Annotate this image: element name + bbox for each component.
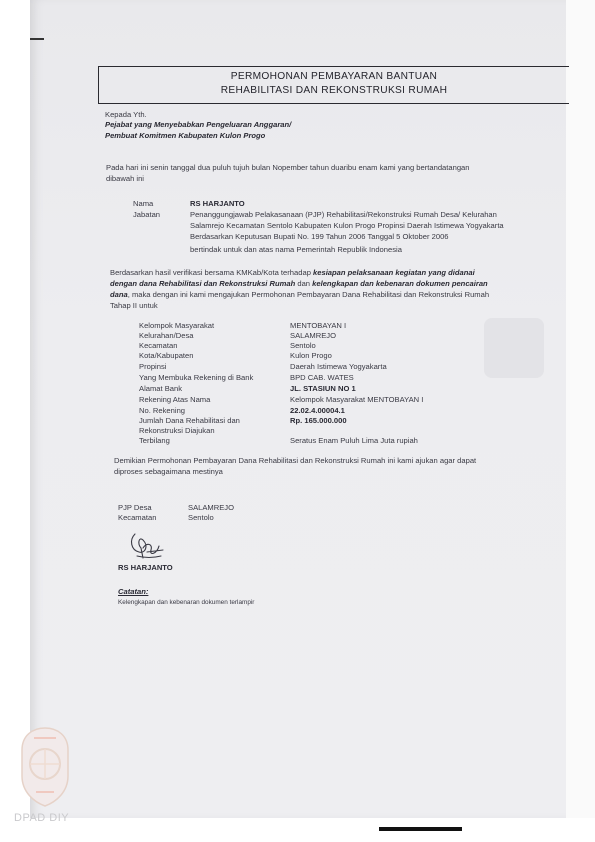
corner-mark — [30, 38, 44, 40]
amount-label-2: Rekonstruksi Diajukan — [139, 426, 215, 435]
document-title-box — [98, 66, 569, 104]
watermark-text: DPAD DIY — [14, 812, 70, 824]
signer-name-value: RS HARJANTO — [190, 199, 245, 208]
detail-value: BPD CAB. WATES — [290, 373, 354, 382]
detail-label: Yang Membuka Rekening di Bank — [139, 373, 254, 382]
basis-l1-a: Berdasarkan hasil verifikasi bersama KMKab/Kota terhadap — [110, 268, 314, 277]
detail-value: Sentolo — [290, 341, 316, 350]
detail-label: Kecamatan — [139, 341, 178, 350]
faint-stamp-shadow — [484, 318, 544, 378]
detail-value: 22.02.4.00004.1 — [290, 406, 345, 415]
detail-label: Kelompok Masyarakat — [139, 321, 215, 330]
intro-line-2: dibawah ini — [106, 174, 144, 183]
detail-label: No. Rekening — [139, 406, 186, 415]
basis-line-4: Tahap II untuk — [110, 301, 158, 310]
address-line-2: Pembuat Komitmen Kabupaten Kulon Progo — [105, 131, 266, 140]
address-kepada: Kepada Yth. — [105, 110, 147, 119]
basis-l2-b: dan — [295, 279, 313, 288]
sign-name: RS HARJANTO — [118, 563, 173, 572]
basis-l2-a: dengan dana Rehabilitasi dan Rekonstruksi Rumah — [110, 279, 296, 288]
signer-jabatan-line-3: Berdasarkan Keputusan Bupati No. 199 Tahun 2006 Tanggal 5 Oktober 2006 — [190, 232, 449, 241]
detail-label: Kelurahan/Desa — [139, 331, 194, 340]
basis-l3-a: dana — [110, 290, 128, 299]
sign-kec-label: Kecamatan — [118, 513, 157, 522]
basis-l2-c: kelengkapan dan kebenaran dokumen pencairan — [312, 279, 488, 288]
handwritten-signature — [127, 528, 167, 564]
basis-line-1 — [110, 268, 475, 278]
basis-line-2 — [110, 279, 488, 289]
closing-line-2: diproses sebagaimana mestinya — [114, 467, 223, 476]
detail-label: Alamat Bank — [139, 384, 183, 393]
title-line-1: PERMOHONAN PEMBAYARAN BANTUAN — [230, 71, 438, 82]
amount-label-1: Jumlah Dana Rehabilitasi dan — [139, 416, 240, 425]
sign-pjp-label: PJP Desa — [118, 503, 152, 512]
amount-label-3: Terbilang — [139, 436, 170, 445]
detail-label: Propinsi — [139, 362, 167, 371]
detail-value: SALAMREJO — [290, 331, 336, 340]
amount-value: Rp. 165.000.000 — [290, 416, 347, 425]
signer-jabatan-line-1: Penanggungjawab Pelakasanaan (PJP) Rehabilitasi/Rekonstruksi Rumah Desa/ Kelurahan — [190, 210, 497, 219]
intro-line-1: Pada hari ini senin tanggal dua puluh tujuh bulan Nopember tahun duaribu enam kami yang bertandatangan — [106, 163, 470, 172]
dpad-seal-logo — [14, 724, 76, 808]
notes-title: Catatan: — [118, 587, 149, 596]
detail-label: Rekening Atas Nama — [139, 395, 211, 404]
sign-pjp-value: SALAMREJO — [188, 503, 234, 512]
detail-value: MENTOBAYAN I — [290, 321, 347, 330]
page-margin-left — [0, 0, 30, 842]
signer-jabatan-line-4: bertindak untuk dan atas nama Pemerintah Republik Indonesia — [190, 245, 402, 254]
detail-value: Kelompok Masyarakat MENTOBAYAN I — [290, 395, 424, 404]
signer-jabatan-line-2: Salamrejo Kecamatan Sentolo Kabupaten Kulon Progo Propinsi Daerah Istimewa Yogyakarta — [190, 221, 504, 230]
basis-line-3 — [110, 290, 489, 300]
amount-words: Seratus Enam Puluh Lima Juta rupiah — [290, 436, 418, 445]
bottom-black-bar — [379, 827, 462, 831]
basis-l3-b: , maka dengan ini kami mengajukan Permohonan Pembayaran Dana Rehabilitasi dan Rekonstruksi Rumah — [127, 290, 490, 299]
notes-text: Kelengkapan dan kebenaran dokumen terlampir — [118, 599, 255, 606]
page-bottom-strip — [0, 818, 595, 842]
closing-line-1: Demikian Permohonan Pembayaran Dana Rehabilitasi dan Rekonstruksi Rumah ini kami ajukan agar dapat — [114, 456, 477, 465]
signer-jabatan-label: Jabatan — [133, 210, 161, 219]
signer-name-label: Nama — [133, 199, 154, 208]
title-line-2: REHABILITASI DAN REKONSTRUKSI RUMAH — [220, 85, 448, 96]
basis-l1-b: kesiapan pelaksanaan kegiatan yang didanai — [313, 268, 475, 277]
detail-value: Kulon Progo — [290, 351, 332, 360]
page-margin-right — [566, 0, 595, 818]
detail-value: JL. STASIUN NO 1 — [290, 384, 356, 393]
address-line-1: Pejabat yang Menyebabkan Pengeluaran Anggaran/ — [105, 120, 292, 129]
sign-kec-value: Sentolo — [188, 513, 214, 522]
detail-value: Daerah Istimewa Yogyakarta — [290, 362, 387, 371]
detail-label: Kota/Kabupaten — [139, 351, 194, 360]
